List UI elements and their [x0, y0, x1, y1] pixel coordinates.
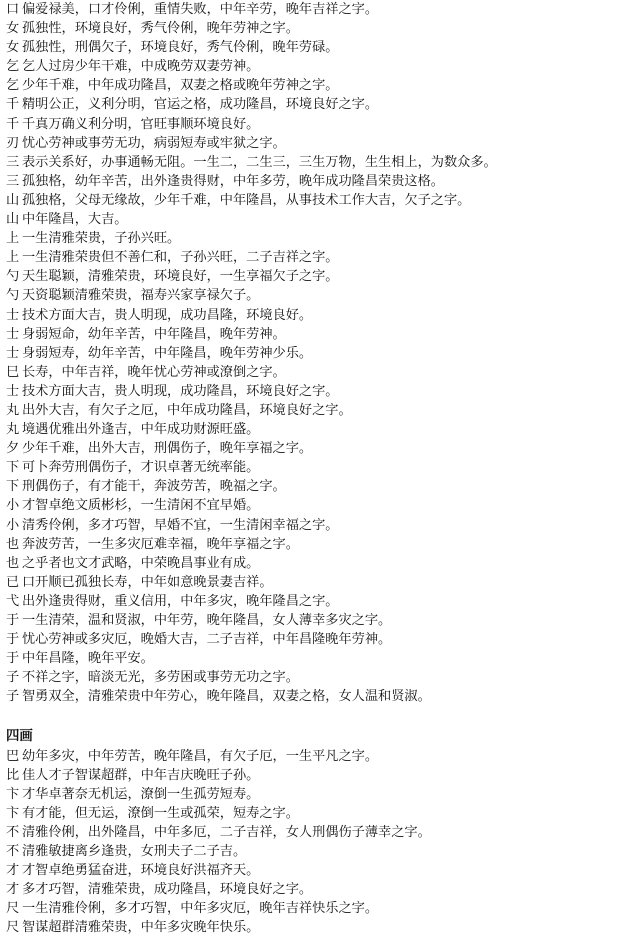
- character-entry: [6, 785, 610, 804]
- entry-description: 技术方面大吉，贵人明现，成功昌隆，环境良好。: [22, 307, 313, 323]
- character-entry: [6, 687, 610, 706]
- entry-description: 境遇优雅出外逢吉，中年成功财源旺盛。: [22, 422, 260, 438]
- entry-character: 上: [6, 231, 20, 247]
- entry-character: 不: [6, 844, 20, 860]
- entry-description: 智谋超群清雅荣贵，中年多灾晚年快乐。: [22, 920, 260, 936]
- entry-description: 孤独性，刑偶欠子，环境良好，秀气伶俐，晚年劳碌。: [22, 40, 339, 56]
- entry-character: 巳: [6, 364, 20, 380]
- entry-description: 才智卓绝文质彬杉，一生清闲不宜早婚。: [22, 498, 260, 514]
- entry-character: 勺: [6, 288, 20, 304]
- entry-description: 智勇双全，清雅荣贵中年劳心，晚年隆昌，双妻之格，女人温和贤淑。: [22, 689, 431, 705]
- character-entry: [6, 0, 610, 19]
- entry-character: 才: [6, 882, 20, 898]
- entry-description: 忧心劳神或事劳无功，病弱短寿或牢狱之字。: [22, 135, 286, 151]
- entry-character: 女: [6, 21, 20, 37]
- entry-description: 奔波劳苦，一生多灾厄难幸福，晚年享福之字。: [22, 536, 299, 552]
- entry-description: 不祥之字，暗淡无光，多劳困或事劳无功之字。: [22, 670, 299, 686]
- character-entry: [6, 496, 610, 515]
- entry-description: 刑偶伤子，有才能干，奔波劳苦，晚福之字。: [22, 479, 286, 495]
- entry-description: 中年昌隆，晚年平安。: [22, 651, 154, 667]
- character-entry: [6, 325, 610, 344]
- character-entry: [6, 439, 610, 458]
- entry-description: 千真万确义利分明，官旺事顺环境良好。: [22, 116, 260, 132]
- character-entry-list: [6, 0, 610, 706]
- character-entry: [6, 172, 610, 191]
- entry-character: 女: [6, 40, 20, 56]
- entry-character: 下: [6, 479, 20, 495]
- entry-character: 于: [6, 632, 20, 648]
- entry-character: 刃: [6, 135, 20, 151]
- entry-description: 佳人才子智谋超群，中年吉庆晚旺子孙。: [22, 767, 260, 783]
- character-entry: [6, 38, 610, 57]
- character-entry: [6, 95, 610, 114]
- entry-character: 乞: [6, 78, 20, 94]
- entry-description: 可卜奔劳刑偶伤子，才识卓著无统率能。: [22, 460, 260, 476]
- entry-description: 幼年多灾，中年劳苦，晚年隆昌，有欠子厄，一生平凡之字。: [22, 748, 379, 764]
- character-entry: [6, 229, 610, 248]
- entry-description: 精明公正，义利分明，官运之格，成功隆昌，环境良好之字。: [22, 97, 379, 113]
- section-gap: [6, 706, 610, 725]
- character-entry: [6, 554, 610, 573]
- entry-character: 比: [6, 767, 20, 783]
- section-heading-four-strokes: 四画: [6, 727, 33, 744]
- entry-character: 勺: [6, 269, 20, 285]
- character-entry: [6, 306, 610, 325]
- entry-description: 偏爱禄美，口才伶俐，重情失败，中年辛劳，晚年吉祥之字。: [22, 2, 379, 17]
- entry-description: 出外大吉，有欠子之厄，中年成功隆昌，环境良好之字。: [22, 402, 352, 418]
- character-entry: [6, 115, 610, 134]
- entry-character: 口: [6, 2, 20, 17]
- character-entry: [6, 344, 610, 363]
- entry-character: 不: [6, 824, 20, 840]
- character-entry: [6, 804, 610, 823]
- entry-character: 尺: [6, 901, 20, 917]
- entry-character: 士: [6, 345, 20, 361]
- entry-character: 士: [6, 307, 20, 323]
- entry-description: 乞人过房少年干难，中成晚劳双妻劳神。: [22, 59, 260, 75]
- entry-character: 夕: [6, 441, 20, 457]
- entry-description: 才华卓著奈无机运，潦倒一生孤劳短寿。: [22, 786, 260, 802]
- entry-character: 弋: [6, 593, 20, 609]
- character-entry: [6, 649, 610, 668]
- entry-description: 一生清雅荣贵，子孙兴旺。: [22, 231, 181, 247]
- entry-description: 表示关系好，办事通畅无阻。一生二，二生三，三生万物，生生相上，为数众多。: [22, 154, 497, 170]
- entry-character: 下: [6, 460, 20, 476]
- entry-description: 有才能，但无运，潦倒一生或孤荣，短寿之字。: [22, 805, 299, 821]
- character-entry: [6, 516, 610, 535]
- entry-description: 身弱短寿，幼年辛苦，中年隆昌，晚年劳神少乐。: [22, 345, 313, 361]
- entry-description: 身弱短命，幼年辛苦，中年隆昌，晚年劳神。: [22, 326, 286, 342]
- entry-description: 忧心劳神或多灾厄，晚婚大吉，二子吉祥，中年昌隆晚年劳神。: [22, 632, 392, 648]
- entry-character: 山: [6, 192, 20, 208]
- entry-character: 三: [6, 154, 20, 170]
- entry-character: 于: [6, 651, 20, 667]
- entry-character: 已: [6, 574, 20, 590]
- entry-character: 也: [6, 536, 20, 552]
- character-entry: [6, 267, 610, 286]
- character-entry: [6, 57, 610, 76]
- character-entry: [6, 382, 610, 401]
- character-entry: [6, 191, 610, 210]
- entry-description: 出外逢贵得财，重义信用，中年多灾，晚年隆昌之字。: [22, 593, 339, 609]
- entry-character: 小: [6, 498, 20, 514]
- character-entry: [6, 630, 610, 649]
- entry-description: 一生清雅伶俐，多才巧智，中年多灾厄，晚年吉祥快乐之字。: [22, 901, 379, 917]
- character-entry: [6, 573, 610, 592]
- character-entry: [6, 153, 610, 172]
- entry-character: 卞: [6, 786, 20, 802]
- entry-character: 于: [6, 613, 20, 628]
- entry-character: 也: [6, 555, 20, 571]
- entry-character: 丸: [6, 422, 20, 438]
- entry-character: 士: [6, 383, 20, 399]
- entry-description: 长寿，中年吉祥，晚年忧心劳神或潦倒之字。: [22, 364, 286, 380]
- entry-description: 清秀伶俐，多才巧智，早婚不宜，一生清闲幸福之字。: [22, 517, 339, 533]
- character-entry: [6, 76, 610, 95]
- entry-description: 清雅敏捷离乡逢贵，女刑夫子二子吉。: [22, 844, 247, 860]
- entry-character: 山: [6, 212, 20, 228]
- entry-description: 孤独格，幼年辛苦，出外逢贵得财，中年多劳，晚年成功隆昌荣贵这格。: [22, 173, 444, 189]
- character-entry: [6, 420, 610, 439]
- entry-description: 口开顺已孤独长寿，中年如意晚景妻吉祥。: [22, 574, 273, 590]
- entry-description: 孤独性，环境良好，秀气伶俐，晚年劳神之字。: [22, 21, 299, 37]
- entry-character: 小: [6, 517, 20, 533]
- character-entry: [6, 286, 610, 305]
- character-entry: [6, 766, 610, 785]
- character-entry: [6, 899, 610, 918]
- entry-character: 巴: [6, 748, 20, 764]
- character-entry: [6, 880, 610, 899]
- entry-description: 之乎者也文才武略，中荣晚昌事业有成。: [22, 555, 260, 571]
- entry-character: 上: [6, 250, 20, 266]
- entry-description: 天生聪颖，清雅荣贵，环境良好，一生享福欠子之字。: [22, 269, 339, 285]
- entry-description: 一生清荣，温和贤淑，中年劳，晚年隆昌，女人薄幸多灾之字。: [22, 613, 392, 628]
- entry-character: 三: [6, 173, 20, 189]
- entry-character: 子: [6, 670, 20, 686]
- character-entry: [6, 747, 610, 766]
- character-entry: [6, 611, 610, 630]
- entry-description: 技术方面大吉，贵人明现，成功隆昌，环境良好之字。: [22, 383, 339, 399]
- entry-description: 一生清雅荣贵但不善仁和，子孙兴旺，二子吉祥之字。: [22, 250, 339, 266]
- character-entry: [6, 134, 610, 153]
- entry-character: 才: [6, 863, 20, 879]
- entry-description: 少年千难，出外大吉，刑偶伤子，晚年享福之字。: [22, 441, 313, 457]
- character-entry: [6, 823, 610, 842]
- character-entry: [6, 458, 610, 477]
- character-entry: [6, 861, 610, 880]
- character-entry: [6, 401, 610, 420]
- character-entry: [6, 363, 610, 382]
- entry-description: 天资聪颖清雅荣贵，福寿兴家享禄欠子。: [22, 288, 260, 304]
- entry-character: 千: [6, 116, 20, 132]
- entry-character: 士: [6, 326, 20, 342]
- character-entry: [6, 19, 610, 38]
- entry-description: 中年隆昌，大吉。: [22, 212, 128, 228]
- character-entry: [6, 477, 610, 496]
- entry-description: 才智卓绝勇猛奋进，环境良好洪福齐天。: [22, 863, 260, 879]
- character-entry: [6, 668, 610, 687]
- entry-character: 卞: [6, 805, 20, 821]
- entry-character: 丸: [6, 402, 20, 418]
- character-entry: [6, 210, 610, 229]
- character-entry: [6, 842, 610, 861]
- entry-character: 尺: [6, 920, 20, 936]
- entry-description: 少年千难，中年成功隆昌，双妻之格或晚年劳神之字。: [22, 78, 339, 94]
- entry-character: 子: [6, 689, 20, 705]
- character-entry-list: [6, 747, 610, 938]
- character-entry: [6, 918, 610, 937]
- entry-character: 千: [6, 97, 20, 113]
- entry-description: 孤独格，父母无缘故，少年千难，中年隆昌，从事技术工作大吉，欠子之字。: [22, 192, 471, 208]
- entry-description: 多才巧智，清雅荣贵，成功隆昌，环境良好之字。: [22, 882, 313, 898]
- character-entry: [6, 535, 610, 554]
- character-entry: [6, 592, 610, 611]
- character-entry: [6, 248, 610, 267]
- entry-description: 清雅伶俐，出外隆昌，中年多厄，二子吉祥，女人刑偶伤子薄幸之字。: [22, 824, 431, 840]
- entry-character: 乞: [6, 59, 20, 75]
